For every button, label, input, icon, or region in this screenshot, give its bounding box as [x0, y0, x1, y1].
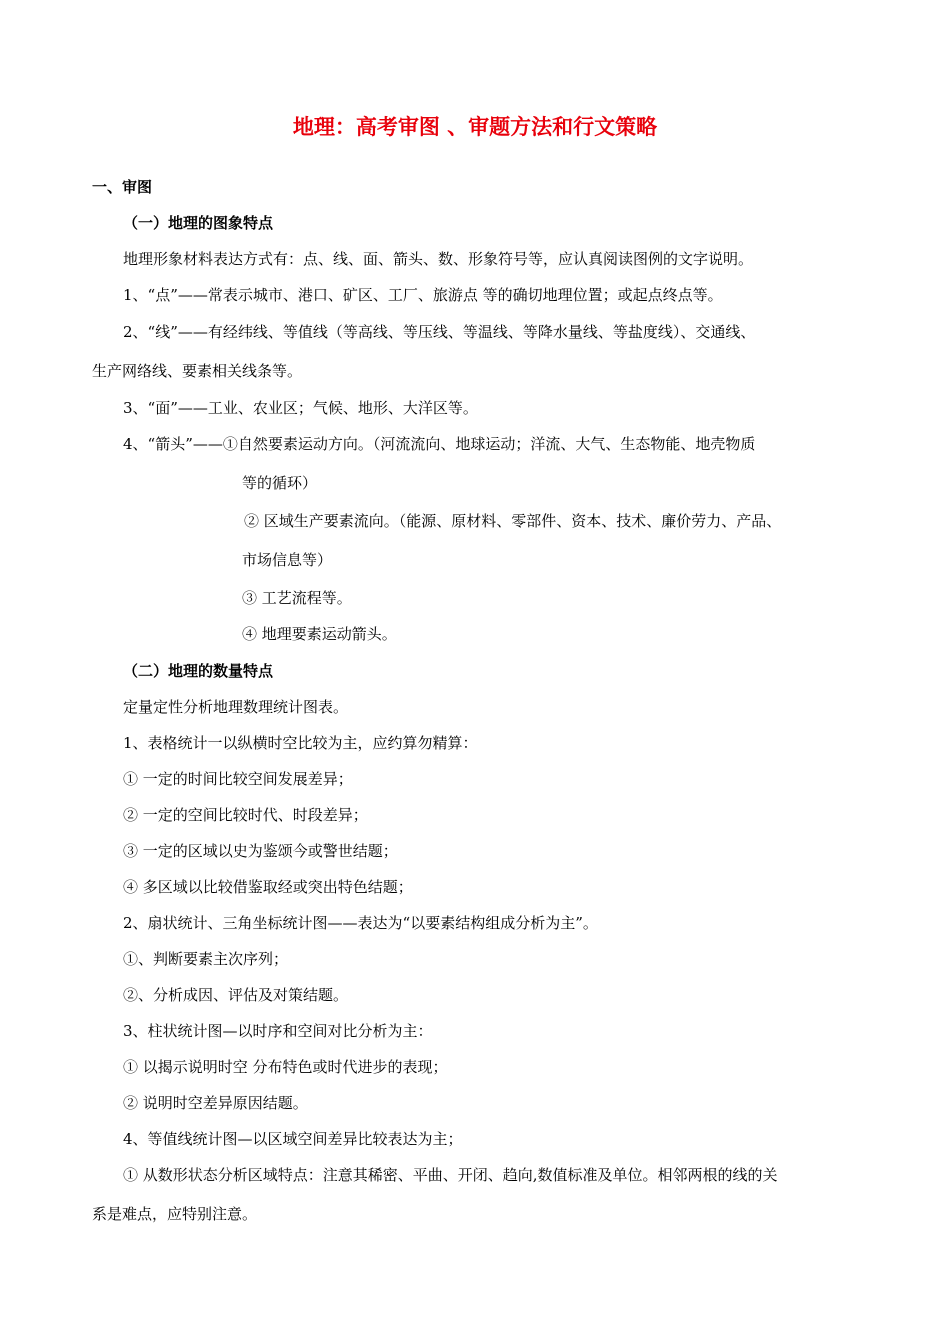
paragraph: ④ 多区域以比较借鉴取经或突出特色结题；: [123, 878, 413, 896]
paragraph: ②、分析成因、评估及对策结题。: [123, 986, 349, 1004]
paragraph: 3、“面”——工业、农业区；气候、地形、大洋区等。: [123, 399, 478, 417]
subsection-heading: （一）地理的图象特点: [123, 214, 274, 232]
paragraph: ③ 工艺流程等。: [242, 589, 352, 607]
paragraph: ① 从数形状态分析区域特点：注意其稀密、平曲、开闭、趋向,数值标准及单位。相邻两根的线的关: [123, 1166, 778, 1184]
paragraph: 3、柱状统计图—以时序和空间对比分析为主：: [123, 1022, 433, 1040]
paragraph: ② 一定的空间比较时代、时段差异；: [123, 806, 368, 824]
paragraph: 1、表格统计一以纵横时空比较为主，应约算勿精算：: [123, 734, 478, 752]
paragraph: ① 以揭示说明时空 分布特色或时代进步的表现；: [123, 1058, 448, 1076]
paragraph: ① 一定的时间比较空间发展差异；: [123, 770, 353, 788]
section-heading: 一、审图: [92, 178, 153, 196]
paragraph: 生产网络线、要素相关线条等。: [92, 362, 303, 380]
paragraph: 4、“箭头”——①自然要素运动方向。（河流流向、地球运动；洋流、大气、生态物能、地壳物质: [123, 435, 756, 453]
paragraph: 2、“线”——有经纬线、等值线（等高线、等压线、等温线、等降水量线、等盐度线）、交通线、: [123, 323, 756, 341]
paragraph: ② 说明时空差异原因结题。: [123, 1094, 308, 1112]
paragraph: ①、判断要素主次序列；: [123, 950, 289, 968]
paragraph: ④ 地理要素运动箭头。: [242, 625, 397, 643]
subsection-heading: （二）地理的数量特点: [123, 662, 274, 680]
paragraph: 定量定性分析地理数理统计图表。: [123, 698, 349, 716]
paragraph: 地理形象材料表达方式有：点、线、面、箭头、数、形象符号等，应认真阅读图例的文字说明。: [123, 250, 754, 268]
paragraph: ③ 一定的区域以史为鉴颂今或警世结题；: [123, 842, 398, 860]
paragraph: 1、“点”——常表示城市、港口、矿区、工厂、旅游点 等的确切地理位置；或起点终点等。: [123, 286, 723, 304]
paragraph: 2、扇状统计、三角坐标统计图——表达为“以要素结构组成分析为主”。: [123, 914, 598, 932]
paragraph: ② 区域生产要素流向。（能源、原材料、零部件、资本、技术、廉价劳力、产品、: [244, 512, 782, 530]
paragraph: 市场信息等）: [242, 551, 333, 569]
paragraph: 4、等值线统计图—以区域空间差异比较表达为主；: [123, 1130, 463, 1148]
document-title: 地理：高考审图 、审题方法和行文策略: [292, 115, 658, 139]
paragraph: 等的循环）: [242, 474, 318, 492]
paragraph: 系是难点，应特别注意。: [92, 1205, 258, 1223]
